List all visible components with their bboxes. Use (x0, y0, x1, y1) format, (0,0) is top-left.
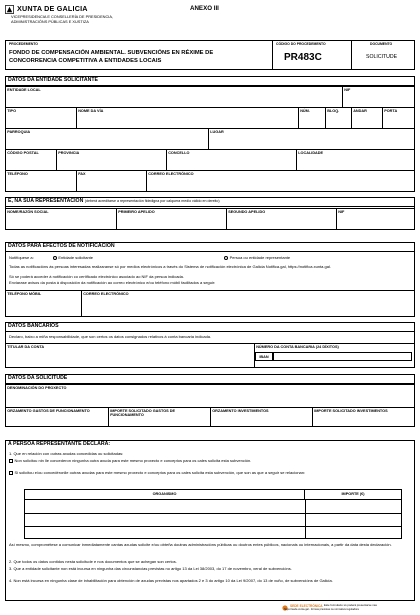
rep-name-field[interactable] (6, 209, 116, 230)
notification-title: DATOS PARA EFECTOS DE NOTIFICACIÓN (6, 243, 414, 252)
table-divider (305, 500, 306, 538)
option-other-aid[interactable] (9, 471, 411, 476)
representative-row (6, 208, 414, 230)
code-label: CÓDIGO DO PROCEDEMENTO (276, 41, 326, 46)
street-type-label: TIPO (7, 108, 17, 113)
table-row[interactable] (25, 526, 401, 527)
notify-to-label: Notifíquese a: (9, 255, 34, 261)
rep-surname1-label: PRIMEIRO APELIDO (118, 209, 155, 214)
budget-investment-field[interactable] (210, 408, 312, 427)
province-label: PROVINCIA (58, 150, 80, 155)
radio-icon (224, 256, 228, 260)
code-divider (272, 41, 273, 69)
street-name-label: NOME DA VÍA (78, 108, 104, 113)
email-field[interactable] (146, 171, 414, 192)
budget-operating-field[interactable] (6, 408, 108, 427)
declaration-title: A PERSOA REPRESENTANTE DECLARA: (8, 441, 111, 448)
col-amount: IMPORTE (€) (305, 490, 401, 500)
door-label: PORTA (384, 108, 398, 113)
request-section (5, 374, 415, 427)
representative-section (5, 197, 415, 230)
document-type: SOLICITUDE (366, 54, 398, 60)
logo-block (5, 4, 155, 30)
option-representative[interactable] (224, 255, 290, 260)
project-field[interactable] (6, 385, 414, 407)
phone-label: TELÉFONO (7, 171, 28, 176)
applicant-section (5, 76, 415, 192)
footer (282, 604, 417, 614)
parish-field[interactable] (6, 129, 208, 149)
option-entity-label: Entidade solicitante (58, 255, 94, 261)
rep-surname2-field[interactable] (226, 209, 336, 230)
applicant-row-2 (6, 107, 414, 128)
checkbox-icon (9, 459, 13, 463)
representative-note: (deberá acreditarse a representación fidedigna por calquera medio válido en dereito) (84, 199, 220, 204)
option-yes-label: Si solicitou e/ou concedéronlle outras axudas para este mesmo proxecto e conceptos para os cales solicita esta subvención, que son as que a seguir se relacionan: (14, 470, 306, 476)
bank-declaration: Declaro, baixo a miña responsabilidade, que son certos os datos consignados relativos á conta bancaria indicada. (9, 334, 212, 339)
rep-name-label: NOME/RAZÓN SOCIAL (7, 209, 49, 214)
municipality-field[interactable] (166, 150, 296, 170)
iban-box: IBAN (255, 352, 273, 361)
representative-title (6, 198, 414, 207)
bank-row (6, 343, 414, 368)
radio-icon (53, 256, 57, 260)
procedure-label: PROCEDEMENTO (9, 41, 38, 46)
applicant-row-1 (6, 86, 414, 107)
street-name-field[interactable] (76, 108, 298, 128)
declaration-item-3: 3. Que a entidade solicitante non está incursa en ningunha das circunstancias previstas no artigo 13 da Lei 38/2003, do 17 de novembro, xeral de subvencións. (9, 566, 292, 571)
notification-email-label: CORREO ELECTRÓNICO (83, 291, 129, 296)
holder-field[interactable] (6, 344, 254, 368)
notify-to-row (9, 256, 409, 261)
floor-label: ANDAR (353, 108, 367, 113)
number-label: NÚM. (300, 108, 310, 113)
declaration-commitment: Así mesmo, comprométese a comunicar inmediatamente cantas axudas solicite e/ou obteña doutras administracións públicas ou doutros entes públicos, nacionais ou internacionais, a partir da data desta declaración. (9, 542, 392, 547)
door-field[interactable] (382, 108, 414, 128)
other-aid-table (24, 489, 402, 539)
fax-label: FAX (78, 171, 86, 176)
floor-field[interactable] (351, 108, 382, 128)
declaration-item-1: 1. Que en relación con outras axudas concedidas ou solicitadas: (9, 451, 124, 456)
holder-label: TITULAR DA CONTA (7, 344, 45, 349)
rep-nif-field[interactable] (336, 209, 414, 230)
block-label: BLOQ. (327, 108, 340, 113)
notification-email-field[interactable] (81, 291, 414, 317)
rep-surname2-label: SEGUNDO APELIDO (228, 209, 266, 214)
notification-contact-row (6, 290, 414, 317)
option-no-other-aid[interactable] (9, 459, 411, 464)
budget-operating-label: ORZAMENTO GASTOS DE FUNCIONAMENTO (7, 408, 90, 413)
entity-label: ENTIDADE LOCAL (7, 87, 41, 92)
entity-field[interactable] (6, 87, 342, 107)
notification-text-2: Só se poderá acceder á notificación co certificado electrónico asociado ao NIF da persoa indicada. (9, 274, 184, 279)
annex-label: ANEXO III (190, 5, 219, 12)
department-line-1: VICEPRESIDENCIA E CONSELLERÍA DE PRESIDENCIA, (11, 14, 114, 19)
doc-divider (351, 41, 352, 69)
project-label: DENOMINACIÓN DO PROXECTO (7, 385, 67, 390)
declaration-item-2: 2. Que todos os datos contidos nesta solicitude e nos documentos que se achegan son certos. (9, 559, 177, 564)
requested-operating-field[interactable] (108, 408, 210, 427)
request-title: DATOS DA SOLICITUDE (6, 375, 414, 384)
option-representative-label: Persoa ou entidade representante (229, 255, 291, 261)
block-field[interactable] (325, 108, 351, 128)
postal-code-field[interactable] (6, 150, 56, 170)
requested-operating-label: IMPORTE SOLICITADO GASTOS DE FUNCIONAMENTO (110, 408, 176, 417)
budget-row (6, 407, 414, 427)
rep-nif-label: NIF (338, 209, 345, 214)
postal-code-label: CÓDIGO POSTAL (7, 150, 39, 155)
mobile-field[interactable] (6, 291, 81, 317)
declaration-section (5, 440, 415, 601)
declaration-item-4: 4. Non está incursa en ningunha clase de inhabilitación para obtención de axudas previstas nos apartados 2 e 3 do artigo 10 da Lei 9/2007, do 13 de xuño, de subvencións de Galicia. (9, 578, 333, 583)
street-type-field[interactable] (6, 108, 76, 128)
table-row[interactable] (25, 513, 401, 514)
locality-field[interactable] (296, 150, 414, 170)
department-line-2: ADMINISTRACIÓNS PÚBLICAS E XUSTIZA (11, 19, 89, 24)
bank-section (5, 322, 415, 368)
xunta-logo-icon (5, 5, 14, 14)
option-entity[interactable] (53, 255, 93, 260)
option-no-label: Non solicitou nin lle concederon ningunha outra axuda para este mesmo proxecto e conceptos para os cales solicita esta subvención. (14, 458, 252, 464)
footer-sede: SEDE ELECTRÓNICA (290, 604, 323, 608)
budget-investment-label: ORZAMENTO INVESTIMENTOS (212, 408, 269, 413)
rep-surname1-field[interactable] (116, 209, 226, 230)
notification-text-1: Todas as notificacións ás persoas interesadas realizaranse só por medios electrónicos a través do Sistema de notificación electrónica de Galicia Notifica.gal, https://notifica.xunta.gal. (9, 264, 331, 269)
bank-title: DATOS BANCARIOS (6, 323, 414, 332)
locality-label: LOCALIDADE (298, 150, 324, 155)
representative-title-text: E, NA SÚA REPRESENTACIÓN (8, 198, 84, 205)
account-label: NÚMERO DA CONTA BANCARIA (24 DÍXITOS) (256, 344, 339, 349)
number-field[interactable] (298, 108, 325, 128)
place-field[interactable] (208, 129, 414, 149)
brand-name: XUNTA DE GALICIA (17, 4, 88, 13)
fax-field[interactable] (76, 171, 146, 192)
checkbox-icon (9, 471, 13, 475)
email-label: CORREO ELECTRÓNICO (148, 171, 194, 176)
municipality-label: CONCELLO (168, 150, 190, 155)
province-field[interactable] (56, 150, 166, 170)
applicant-title: DATOS DA ENTIDADE SOLICITANTE (6, 77, 414, 86)
mobile-label: TELÉFONO MÓBIL (7, 291, 42, 296)
notification-section (5, 242, 415, 317)
account-field[interactable] (254, 344, 414, 368)
applicant-row-4 (6, 149, 414, 170)
notification-text-3: Enviarase avisos da posta á disposición da notificación ao correo electrónico e/ou teléfono móbil facilitados a seguir: (9, 280, 216, 285)
document-label: DOCUMENTO (370, 41, 393, 46)
project-row (6, 384, 414, 407)
account-number-box[interactable] (273, 352, 412, 361)
applicant-row-5 (6, 170, 414, 192)
requested-investment-field[interactable] (312, 408, 414, 427)
parish-label: PARROQUIA (7, 129, 31, 134)
footer-line-2: https://sede.xunta.gal - formas previstas na normativa reguladora (284, 608, 359, 611)
procedure-box (5, 40, 415, 70)
footer-line-1: Este formulario só poderá presentarse nas (324, 603, 377, 607)
applicant-row-3 (6, 128, 414, 149)
procedure-title-2: CONCORRENCIA COMPETITIVA A ENTIDADES LOCAIS (9, 58, 162, 64)
requested-investment-label: IMPORTE SOLICITADO INVESTIMENTOS (314, 408, 388, 413)
nif-field[interactable] (342, 87, 414, 107)
procedure-title-1: FONDO DE COMPENSACIÓN AMBIENTAL. SUBVENCIÓNS EN RÉXIME DE (9, 50, 214, 56)
col-organism: ORGANISMO (25, 490, 305, 500)
nif-label: NIF (344, 87, 351, 92)
place-label: LUGAR (210, 129, 224, 134)
phone-field[interactable] (6, 171, 76, 192)
procedure-code: PR483C (284, 52, 322, 63)
